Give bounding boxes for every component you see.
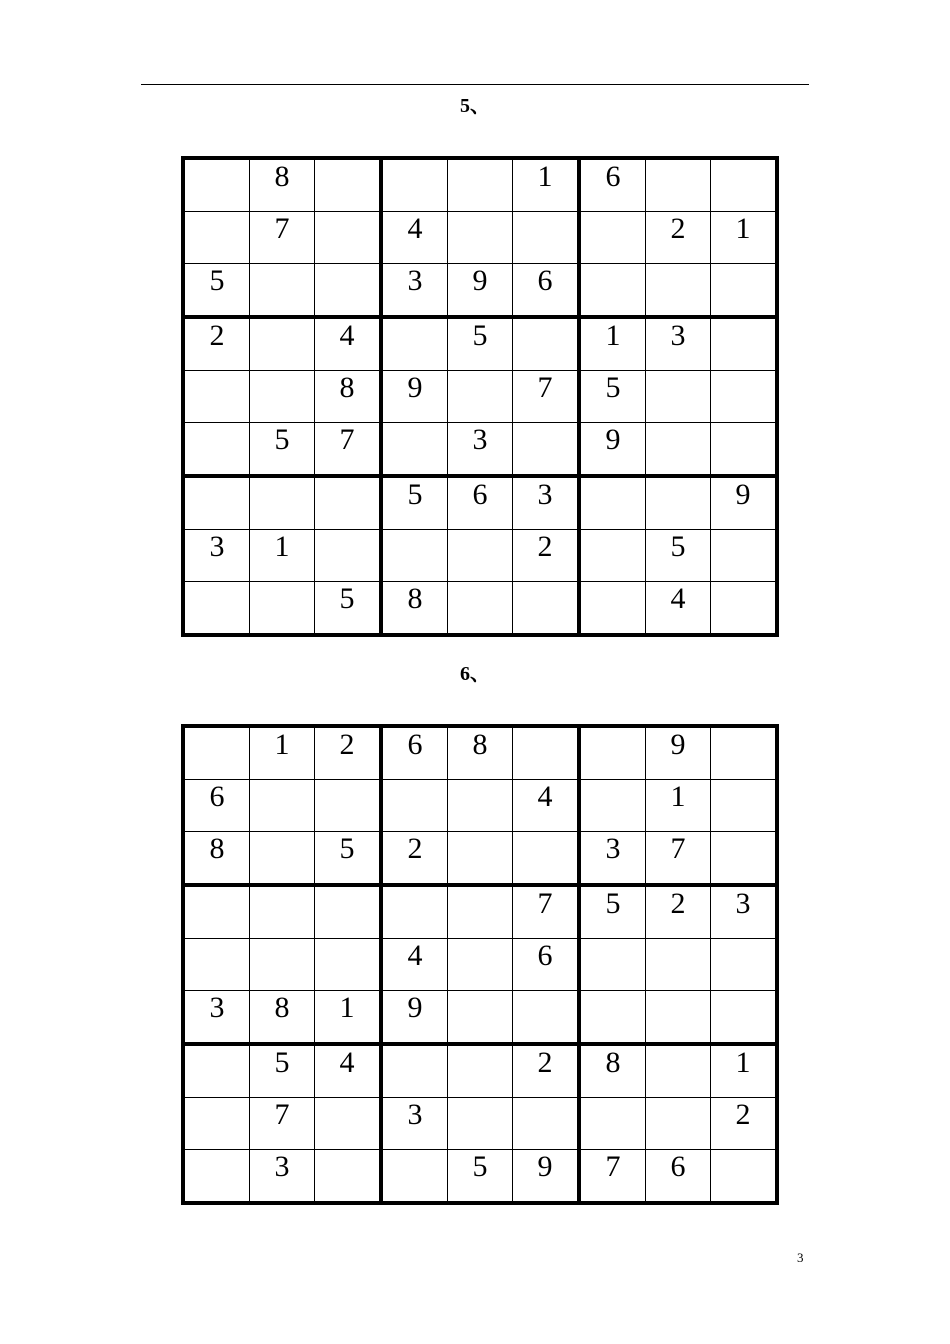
sudoku-cell: 2: [513, 530, 580, 582]
sudoku-cell: [579, 991, 646, 1045]
sudoku-cell: [513, 582, 580, 636]
sudoku-cell: [711, 582, 778, 636]
sudoku-cell: [448, 939, 513, 991]
sudoku-cell: [250, 885, 315, 939]
sudoku-cell: [448, 582, 513, 636]
sudoku-cell: 5: [579, 371, 646, 423]
sudoku-cell: [448, 530, 513, 582]
sudoku-cell: [250, 264, 315, 318]
sudoku-cell: 8: [250, 158, 315, 212]
sudoku-row: [183, 832, 777, 886]
sudoku-cell: 2: [513, 1044, 580, 1098]
sudoku-cell: [381, 1044, 448, 1098]
sudoku-grid-5: [181, 156, 779, 637]
sudoku-cell: 2: [183, 317, 250, 371]
sudoku-cell: 7: [646, 832, 711, 886]
sudoku-row: [183, 726, 777, 780]
sudoku-cell: [513, 317, 580, 371]
sudoku-cell: 5: [579, 885, 646, 939]
sudoku-cell: [183, 1150, 250, 1204]
sudoku-row: [183, 991, 777, 1045]
sudoku-cell: [250, 780, 315, 832]
sudoku-cell: 1: [579, 317, 646, 371]
sudoku-cell: [579, 264, 646, 318]
sudoku-row: [183, 1044, 777, 1098]
sudoku-cell: 3: [579, 832, 646, 886]
sudoku-cell: [448, 371, 513, 423]
sudoku-cell: [579, 1098, 646, 1150]
sudoku-cell: [448, 780, 513, 832]
sudoku-cell: 6: [513, 939, 580, 991]
sudoku-row: [183, 582, 777, 636]
sudoku-cell: 3: [711, 885, 778, 939]
sudoku-cell: 3: [448, 423, 513, 477]
sudoku-cell: [646, 371, 711, 423]
sudoku-cell: 5: [183, 264, 250, 318]
sudoku-cell: 1: [711, 212, 778, 264]
sudoku-row: [183, 780, 777, 832]
sudoku-cell: 2: [646, 212, 711, 264]
sudoku-cell: 3: [183, 991, 250, 1045]
sudoku-cell: [381, 423, 448, 477]
sudoku-cell: 6: [381, 726, 448, 780]
sudoku-row: [183, 939, 777, 991]
sudoku-cell: [381, 1150, 448, 1204]
sudoku-cell: 2: [381, 832, 448, 886]
sudoku-cell: 8: [448, 726, 513, 780]
sudoku-cell: 6: [448, 476, 513, 530]
sudoku-cell: [183, 158, 250, 212]
sudoku-cell: [711, 726, 778, 780]
sudoku-cell: 7: [513, 885, 580, 939]
sudoku-cell: 6: [646, 1150, 711, 1204]
sudoku-cell: [315, 1150, 382, 1204]
sudoku-cell: [646, 423, 711, 477]
sudoku-row: [183, 423, 777, 477]
sudoku-cell: [183, 1098, 250, 1150]
sudoku-cell: [250, 582, 315, 636]
sudoku-cell: 8: [183, 832, 250, 886]
sudoku-cell: [711, 423, 778, 477]
sudoku-cell: [381, 780, 448, 832]
sudoku-cell: 5: [646, 530, 711, 582]
sudoku-cell: [183, 885, 250, 939]
puzzle-6-label: 6、: [460, 663, 490, 685]
sudoku-cell: [711, 317, 778, 371]
sudoku-cell: [711, 1150, 778, 1204]
sudoku-cell: [711, 371, 778, 423]
sudoku-cell: 4: [646, 582, 711, 636]
sudoku-cell: 7: [250, 1098, 315, 1150]
sudoku-cell: 3: [250, 1150, 315, 1204]
sudoku-cell: 6: [579, 158, 646, 212]
sudoku-cell: 2: [711, 1098, 778, 1150]
sudoku-cell: [579, 530, 646, 582]
sudoku-cell: [183, 726, 250, 780]
sudoku-row: [183, 1150, 777, 1204]
sudoku-cell: [646, 1044, 711, 1098]
sudoku-cell: [448, 832, 513, 886]
sudoku-cell: 9: [579, 423, 646, 477]
sudoku-cell: [381, 530, 448, 582]
page-number: 3: [797, 1250, 804, 1265]
sudoku-cell: [646, 158, 711, 212]
sudoku-cell: 8: [315, 371, 382, 423]
sudoku-row: [183, 317, 777, 371]
sudoku-cell: 8: [250, 991, 315, 1045]
sudoku-cell: 9: [448, 264, 513, 318]
sudoku-cell: [183, 371, 250, 423]
sudoku-row: [183, 212, 777, 264]
sudoku-cell: [315, 1098, 382, 1150]
sudoku-cell: 3: [646, 317, 711, 371]
sudoku-cell: [448, 885, 513, 939]
sudoku-cell: 1: [646, 780, 711, 832]
sudoku-cell: [315, 939, 382, 991]
sudoku-row: [183, 530, 777, 582]
sudoku-row: [183, 1098, 777, 1150]
sudoku-cell: [646, 939, 711, 991]
sudoku-cell: 8: [381, 582, 448, 636]
sudoku-cell: [579, 780, 646, 832]
sudoku-cell: [315, 885, 382, 939]
sudoku-cell: 4: [381, 212, 448, 264]
sudoku-cell: 9: [381, 371, 448, 423]
sudoku-cell: [579, 582, 646, 636]
sudoku-cell: [513, 832, 580, 886]
sudoku-cell: [448, 1044, 513, 1098]
sudoku-cell: 3: [513, 476, 580, 530]
sudoku-row: [183, 371, 777, 423]
sudoku-row: [183, 476, 777, 530]
sudoku-cell: 2: [315, 726, 382, 780]
sudoku-cell: [183, 1044, 250, 1098]
sudoku-cell: [711, 158, 778, 212]
sudoku-cell: 5: [315, 582, 382, 636]
sudoku-cell: 9: [513, 1150, 580, 1204]
sudoku-cell: [513, 1098, 580, 1150]
sudoku-cell: 6: [183, 780, 250, 832]
sudoku-cell: 5: [250, 423, 315, 477]
sudoku-cell: 9: [381, 991, 448, 1045]
sudoku-cell: 4: [381, 939, 448, 991]
sudoku-cell: 5: [448, 1150, 513, 1204]
sudoku-cell: [448, 1098, 513, 1150]
sudoku-cell: [448, 991, 513, 1045]
header-rule: [141, 84, 809, 85]
sudoku-cell: [315, 264, 382, 318]
sudoku-cell: 1: [513, 158, 580, 212]
sudoku-cell: 4: [513, 780, 580, 832]
sudoku-cell: 9: [711, 476, 778, 530]
sudoku-cell: 3: [183, 530, 250, 582]
sudoku-cell: [183, 939, 250, 991]
sudoku-cell: [183, 582, 250, 636]
sudoku-cell: 3: [381, 1098, 448, 1150]
sudoku-cell: [711, 939, 778, 991]
sudoku-cell: [183, 476, 250, 530]
sudoku-cell: [711, 264, 778, 318]
sudoku-cell: [315, 780, 382, 832]
sudoku-cell: 7: [250, 212, 315, 264]
sudoku-cell: 5: [381, 476, 448, 530]
sudoku-cell: [381, 885, 448, 939]
sudoku-cell: 5: [448, 317, 513, 371]
sudoku-cell: 3: [381, 264, 448, 318]
sudoku-cell: 1: [711, 1044, 778, 1098]
sudoku-cell: [250, 317, 315, 371]
sudoku-cell: 7: [315, 423, 382, 477]
puzzle-5-label: 5、: [460, 95, 490, 117]
sudoku-cell: [448, 158, 513, 212]
sudoku-cell: [448, 212, 513, 264]
sudoku-cell: [381, 158, 448, 212]
sudoku-cell: [315, 530, 382, 582]
sudoku-cell: [183, 423, 250, 477]
sudoku-cell: [711, 991, 778, 1045]
sudoku-cell: [646, 1098, 711, 1150]
sudoku-cell: 7: [513, 371, 580, 423]
sudoku-cell: [513, 212, 580, 264]
sudoku-cell: [711, 530, 778, 582]
sudoku-cell: [183, 212, 250, 264]
sudoku-cell: [579, 939, 646, 991]
sudoku-cell: 4: [315, 1044, 382, 1098]
sudoku-cell: [579, 476, 646, 530]
sudoku-cell: [513, 726, 580, 780]
sudoku-row: [183, 158, 777, 212]
sudoku-cell: [315, 212, 382, 264]
sudoku-cell: [579, 726, 646, 780]
sudoku-cell: [513, 423, 580, 477]
sudoku-cell: [579, 212, 646, 264]
sudoku-grid-6: [181, 724, 779, 1205]
sudoku-row: [183, 885, 777, 939]
sudoku-cell: 6: [513, 264, 580, 318]
sudoku-cell: [250, 371, 315, 423]
sudoku-row: [183, 264, 777, 318]
sudoku-cell: 7: [579, 1150, 646, 1204]
sudoku-cell: [315, 158, 382, 212]
sudoku-cell: [646, 991, 711, 1045]
sudoku-cell: 8: [579, 1044, 646, 1098]
sudoku-cell: [381, 317, 448, 371]
sudoku-cell: 1: [315, 991, 382, 1045]
sudoku-cell: [711, 832, 778, 886]
sudoku-cell: 5: [250, 1044, 315, 1098]
sudoku-cell: 1: [250, 530, 315, 582]
sudoku-cell: 2: [646, 885, 711, 939]
sudoku-cell: [711, 780, 778, 832]
sudoku-cell: [513, 991, 580, 1045]
sudoku-cell: [646, 476, 711, 530]
sudoku-cell: 4: [315, 317, 382, 371]
sudoku-cell: [250, 832, 315, 886]
sudoku-cell: 1: [250, 726, 315, 780]
sudoku-cell: [250, 939, 315, 991]
sudoku-cell: 5: [315, 832, 382, 886]
sudoku-cell: [315, 476, 382, 530]
sudoku-cell: [646, 264, 711, 318]
sudoku-cell: 9: [646, 726, 711, 780]
sudoku-cell: [250, 476, 315, 530]
